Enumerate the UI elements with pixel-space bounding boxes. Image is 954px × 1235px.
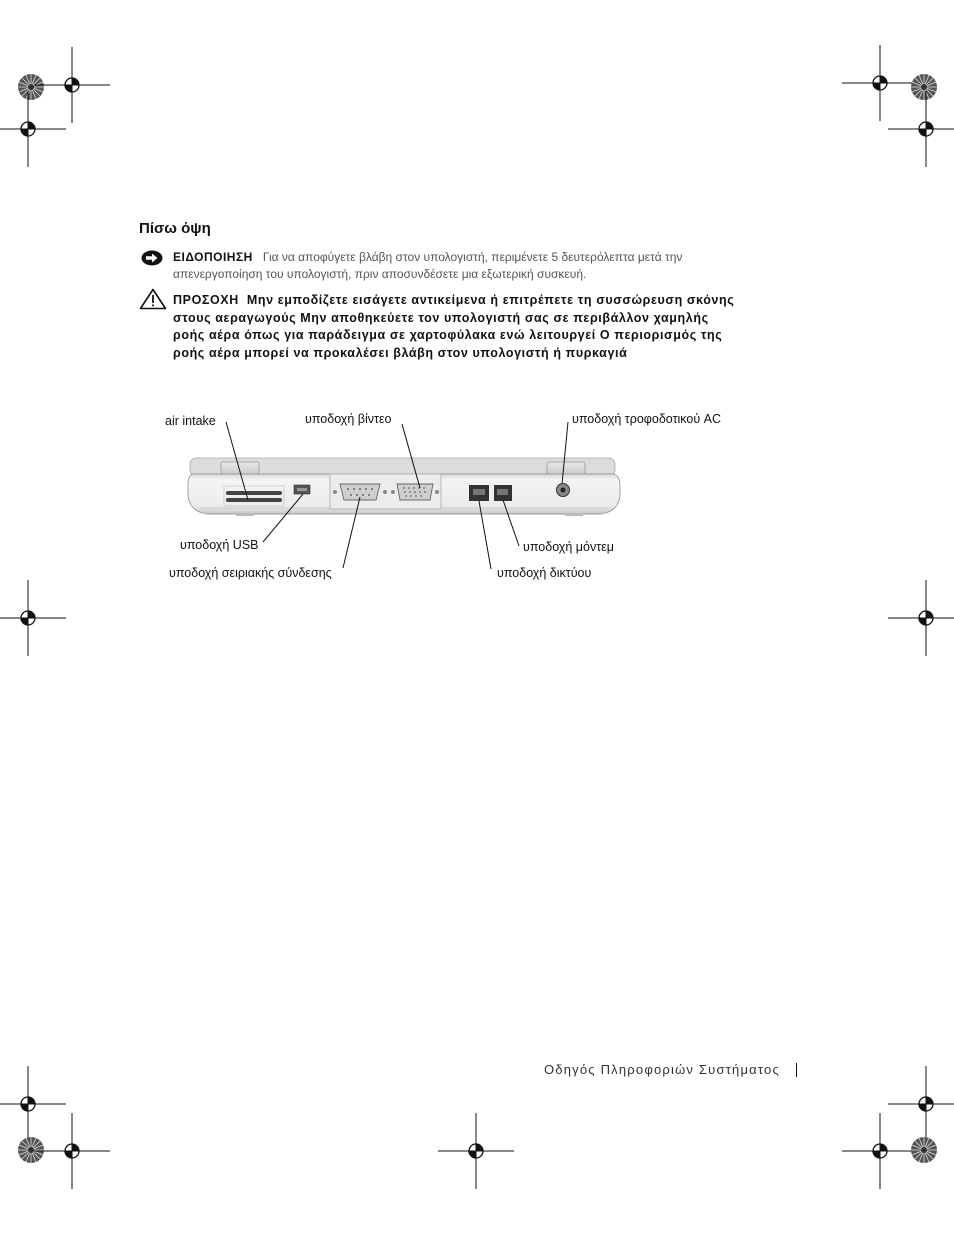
notice-text: Για να αποφύγετε βλάβη στον υπολογιστή, περιμένετε 5 δευτερόλεπτα μετά την απενεργοποίηση του υπολογιστή, πριν αποσυνδέσετε μια εξωτερική συσκευή. xyxy=(173,250,683,281)
section-title: Πίσω όψη xyxy=(139,220,211,237)
ac-adapter-connector xyxy=(557,484,570,497)
callout-usb-port: υποδοχή USB xyxy=(180,538,259,552)
crosshair-mark xyxy=(842,1113,918,1189)
footer-title: Οδηγός Πληροφοριών Συστήματος xyxy=(544,1062,780,1077)
callout-serial-port: υποδοχή σειριακής σύνδεσης xyxy=(169,566,332,580)
notice-label: ΕΙΔΟΠΟΙΗΣΗ xyxy=(173,250,253,264)
footer-divider xyxy=(796,1063,797,1077)
callout-video-port: υποδοχή βίντεο xyxy=(305,412,392,426)
crosshair-mark xyxy=(34,1113,110,1189)
callout-air-intake: air intake xyxy=(165,414,216,428)
caution-label: ΠΡΟΣΟΧΗ xyxy=(173,293,239,307)
callout-modem-jack: υποδοχή μόντεμ xyxy=(523,540,614,554)
crosshair-mark xyxy=(888,1066,954,1142)
caution-text: Μην εμποδίζετε εισάγετε αντικείμενα ή επιτρέπετε τη συσσώρευση σκόνης στους αεραγωγούς Μην αποθηκεύετε τον υπολογιστή σας σε περιβάλλον χαμηλής ροής αέρα όπως για παράδειγμα σε χαρτοφύλακα ενώ λειτουργεί Ο περιορισμός της ροής αέρα μπορεί να προκαλέσει βλάβη στον υπολογιστή ή πυρκαγιά xyxy=(173,293,735,360)
network-jack xyxy=(469,485,489,501)
usb-port xyxy=(294,485,310,494)
starburst-mark-bottom-left xyxy=(18,1137,44,1163)
callout-ac-power: υποδοχή τροφοδοτικού AC xyxy=(572,412,722,426)
modem-jack xyxy=(494,485,512,501)
starburst-mark-bottom-right xyxy=(911,1137,937,1163)
crosshair-mark xyxy=(438,1113,514,1189)
callout-network-jack: υποδοχή δικτύου xyxy=(497,566,592,580)
crosshair-mark xyxy=(0,1066,66,1142)
